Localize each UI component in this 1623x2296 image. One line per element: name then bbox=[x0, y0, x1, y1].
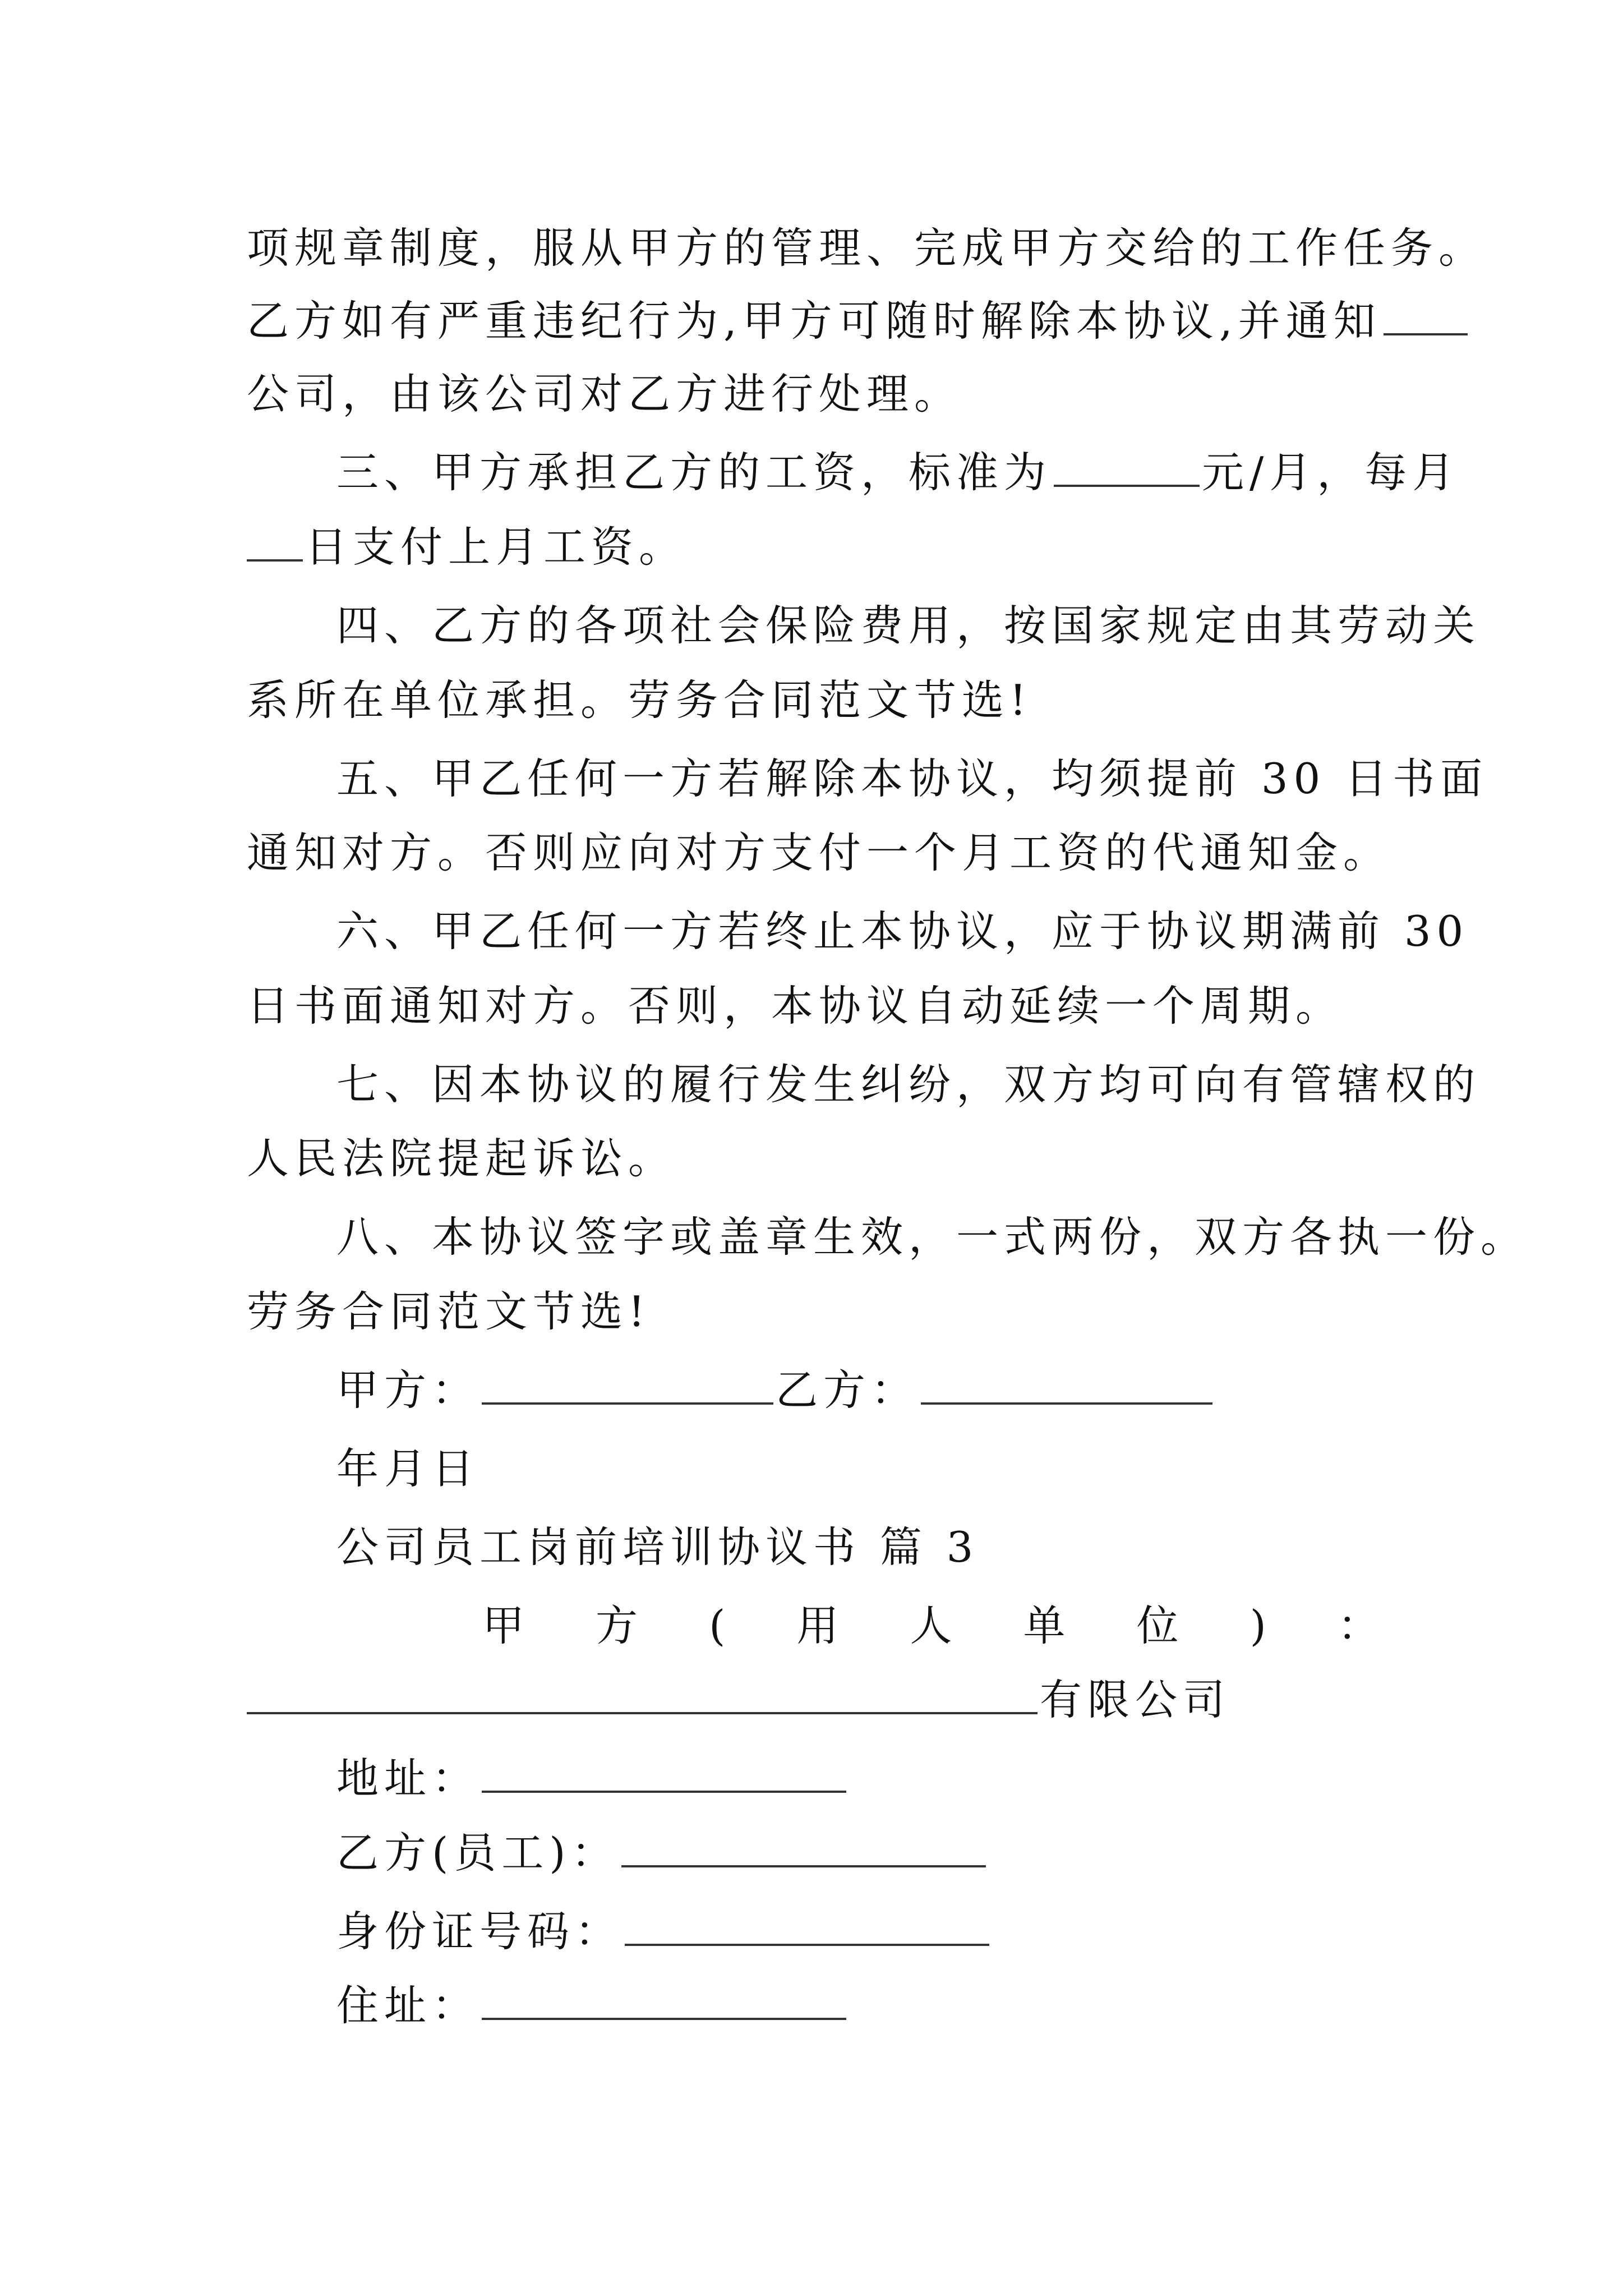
heading-char: ) bbox=[1249, 1601, 1266, 1650]
employee-blank bbox=[621, 1830, 986, 1867]
residence-blank bbox=[482, 1983, 846, 2020]
company-line bbox=[247, 1672, 1391, 1728]
party-a-blank bbox=[482, 1368, 773, 1405]
paragraph-line: 通知对方。否则应向对方支付一个月工资的代通知金。 bbox=[247, 828, 1391, 877]
paragraph-line: 四、乙方的各项社会保险费用，按国家规定由其劳动关 bbox=[336, 601, 1481, 650]
section-title: 公司员工岗前培训协议书 篇 3 bbox=[336, 1522, 979, 1572]
id-label: 身份证号码： bbox=[336, 1907, 623, 1956]
fill-blank bbox=[247, 524, 303, 562]
heading-char: ： bbox=[1337, 1601, 1380, 1650]
heading-char: 用 bbox=[796, 1601, 839, 1650]
heading-char: 单 bbox=[1023, 1601, 1066, 1650]
paragraph-line bbox=[336, 444, 1481, 500]
paragraph-line: 系所在单位承担。劳务合同范文节选! bbox=[247, 675, 1032, 725]
heading-char: 位 bbox=[1136, 1601, 1179, 1650]
text-span: 三、甲方承担乙方的工资，标准为 bbox=[336, 448, 1052, 497]
paragraph-line: 日书面通知对方。否则，本协议自动延续一个周期。 bbox=[247, 981, 1344, 1030]
paragraph-line: 公司，由该公司对乙方进行处理。 bbox=[247, 369, 962, 418]
heading-char: 人 bbox=[910, 1601, 952, 1650]
address-line bbox=[336, 1750, 1481, 1806]
date-line: 年月日 bbox=[336, 1444, 480, 1493]
fill-blank bbox=[1384, 298, 1468, 335]
company-suffix: 有限公司 bbox=[1040, 1675, 1231, 1724]
paragraph-line bbox=[247, 293, 1391, 349]
company-name-blank bbox=[247, 1677, 1038, 1714]
id-blank bbox=[625, 1909, 989, 1946]
employee-label: 乙方(员工)： bbox=[336, 1828, 619, 1878]
paragraph-line: 项规章制度，服从甲方的管理、完成甲方交给的工作任务。 bbox=[247, 223, 1487, 273]
paragraph-line bbox=[247, 519, 1391, 575]
heading-char: 甲 bbox=[482, 1601, 525, 1650]
party-b-label: 乙方： bbox=[776, 1365, 919, 1415]
paragraph-line: 劳务合同范文节选! bbox=[247, 1287, 651, 1336]
paragraph-line: 五、甲乙任何一方若解除本协议，均须提前 30 日书面 bbox=[336, 754, 1488, 803]
fill-blank bbox=[1054, 450, 1200, 487]
address-blank bbox=[482, 1756, 846, 1793]
residence-line bbox=[336, 1977, 1481, 2033]
paragraph-line: 七、因本协议的履行发生纠纷，双方均可向有管辖权的 bbox=[336, 1060, 1481, 1109]
party-a-heading bbox=[482, 1598, 1380, 1654]
id-line bbox=[336, 1903, 1481, 1959]
party-a-label: 甲方： bbox=[336, 1365, 480, 1415]
employee-line bbox=[336, 1825, 1481, 1881]
heading-char: 方 bbox=[596, 1601, 638, 1650]
text-span: 乙方如有严重违纪行为,甲方可随时解除本协议,并通知 bbox=[247, 296, 1381, 346]
paragraph-line: 六、甲乙任何一方若终止本协议，应于协议期满前 30 bbox=[336, 907, 1469, 956]
address-label: 地址： bbox=[336, 1754, 480, 1803]
paragraph-line: 八、本协议签字或盖章生效，一式两份，双方各执一份。 bbox=[336, 1212, 1529, 1262]
text-span: 日支付上月工资。 bbox=[305, 522, 687, 572]
heading-char: ( bbox=[709, 1601, 726, 1650]
residence-label: 住址： bbox=[336, 1981, 480, 2030]
paragraph-line: 人民法院提起诉讼。 bbox=[247, 1134, 676, 1183]
signature-line bbox=[336, 1362, 1481, 1418]
text-span: 元/月，每月 bbox=[1202, 448, 1460, 497]
party-b-blank bbox=[921, 1368, 1212, 1405]
